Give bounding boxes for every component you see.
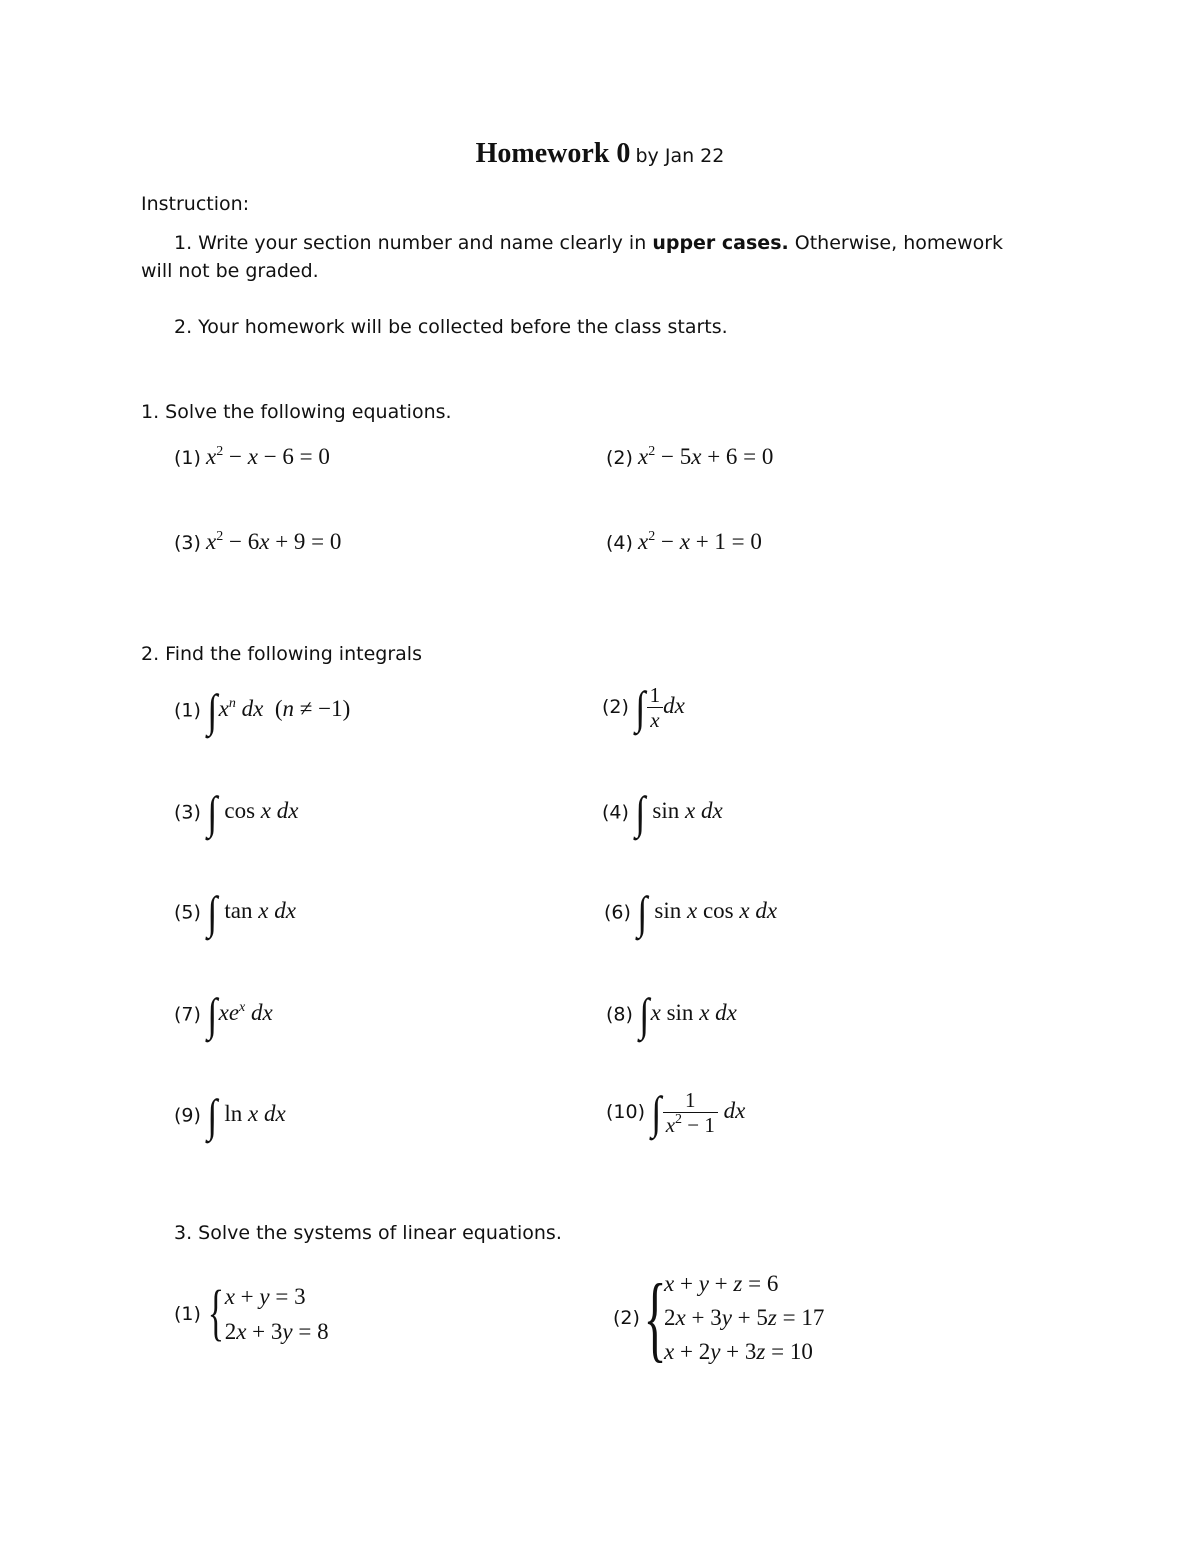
q2-integral-8: (8) ∫x sin x dx <box>606 989 737 1040</box>
q2-integral-2: (2) ∫ $\frac{1}{x}$ dx <box>602 681 685 733</box>
instruction-heading: Instruction: <box>141 193 250 215</box>
instruction-item-1: 1. Write your section number and name clearly in upper cases. Otherwise, homework <box>174 232 1004 254</box>
q2-integral-6: (6) ∫ sin x cos x dx <box>604 887 778 938</box>
q2-integral-1: (1) $\int x^n$ dx (n ≠ −1) <box>174 685 351 736</box>
q2-integral-5: (5) ∫ tan x dx <box>174 887 296 938</box>
q1-eq-2: (2) $x^2 - 5x + 6 = 0$ <box>606 444 774 469</box>
title-main: Homework 0 <box>475 138 631 169</box>
q3-system-1: (1) { x + y = 3 2x + 3y = 8 <box>174 1279 329 1347</box>
q2-heading: 2. Find the following integrals <box>141 643 422 665</box>
q1-heading: 1. Solve the following equations. <box>141 401 452 423</box>
left-brace-icon: { <box>207 1279 224 1347</box>
q1-eq-3: (3) $x^2 - 6x + 9 = 0$ <box>174 529 342 554</box>
q2-integral-10: (10) ∫ $\frac{1}{x^2 - 1}$ dx <box>606 1086 746 1138</box>
q2-integral-7: (7) $\int xe^x$ dx <box>174 989 273 1040</box>
q3-system-2: (2) { x + y + z = 6 2x + 3y + 5z = 17 x + 2y + 3z = 10 <box>613 1264 825 1371</box>
q2-integral-4: (4) ∫ sin x dx <box>602 787 723 838</box>
q1-eq-1: (1) $x^2 - x - 6 = 0$ <box>174 444 330 469</box>
q3-heading: 3. Solve the systems of linear equations. <box>174 1222 562 1244</box>
q1-eq-4: (4) $x^2 - x + 1 = 0$ <box>606 529 762 554</box>
q2-integral-3: (3) ∫ cos x dx <box>174 787 299 838</box>
instruction-item-1-cont: will not be graded. <box>141 260 319 282</box>
page-title <box>0 138 1200 170</box>
left-brace-icon: { <box>643 1264 667 1371</box>
title-due: by Jan 22 <box>635 145 725 167</box>
q2-integral-9: (9) ∫ ln x dx <box>174 1090 286 1141</box>
instruction-item-2: 2. Your homework will be collected before the class starts. <box>174 316 728 338</box>
